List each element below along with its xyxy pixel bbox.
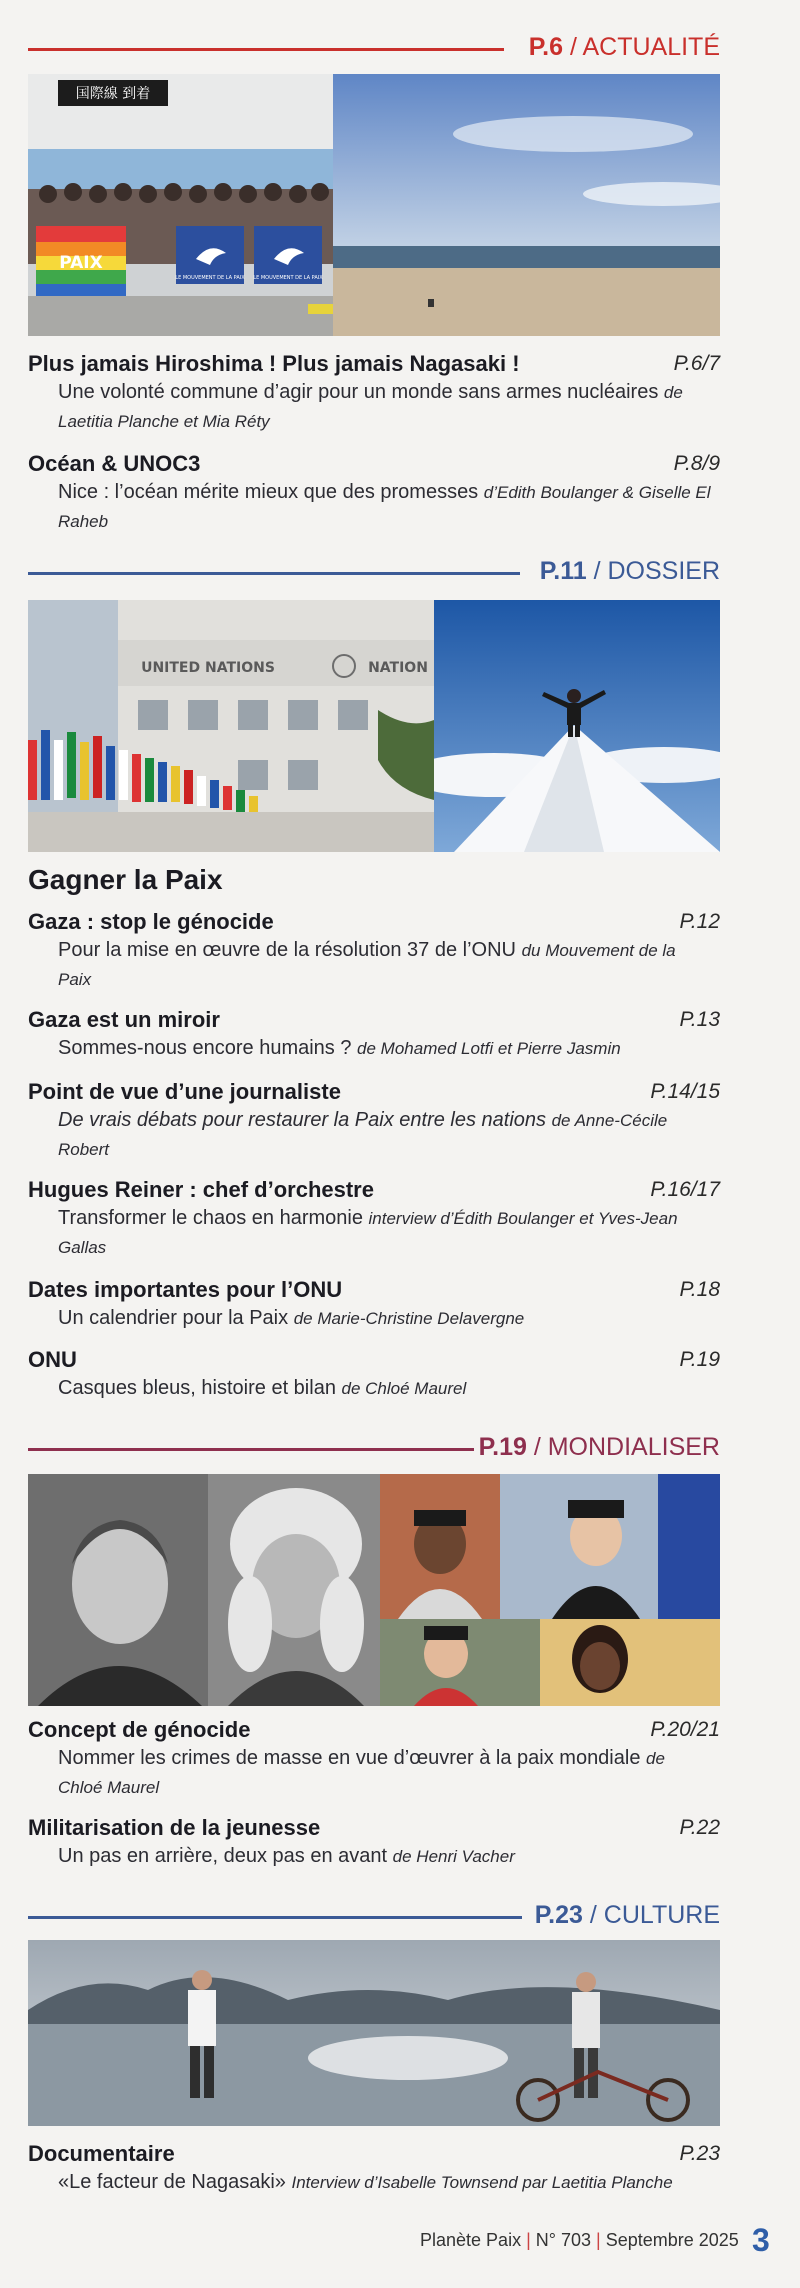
article-documentaire[interactable] [28,2140,720,2197]
article-title: Gaza : stop le génocide [28,909,274,934]
section-page: P.19 [478,1433,527,1461]
article-pages: P.8/9 [673,452,720,475]
article-gaza-miroir[interactable] [28,1006,720,1063]
author-credit: Interview d’Isabelle Townsend par Laetitia Planche [291,2173,673,2192]
article-desc [58,2168,720,2197]
desc-text: Transformer le chaos en harmonie [58,1207,363,1229]
section-label: P.19 / MONDIALISER [478,1433,720,1461]
article-title: ONU [28,1347,77,1372]
section-rule [28,572,520,575]
article-pages: P.20/21 [650,1718,720,1741]
issue-date: Septembre 2025 [605,2230,739,2250]
issue-number: N° 703 [535,2230,591,2250]
section-label: P.23 / CULTURE [534,1901,720,1929]
author-credit: de Chloé Maurel [341,1379,467,1398]
desc-text: Nommer les crimes de masse en vue d’œuvrer à la paix mondiale [58,1747,641,1769]
article-desc [58,1204,720,1262]
photo-collage-portraits [28,1474,720,1706]
article-dates-onu[interactable] [28,1276,720,1333]
photo-nagasaki-harbour [28,1940,720,2126]
un-sign-text-2: NATION [368,660,428,676]
article-desc [58,378,720,436]
article-genocide[interactable] [28,1716,720,1802]
article-title: Dates importantes pour l’ONU [28,1277,343,1302]
article-desc [58,936,720,994]
desc-text: Casques bleus, histoire et bilan [58,1377,336,1399]
article-pages: P.23 [679,2142,720,2165]
photo-united-nations-flags [28,600,434,852]
article-pages: P.16/17 [650,1178,720,1201]
terminal-sign-text: 国際線 到着 [75,86,151,102]
photo-beach-seascape [333,74,720,336]
section-name: CULTURE [603,1901,720,1929]
article-title: Hugues Reiner : chef d’orchestre [28,1177,374,1202]
article-desc [58,1106,720,1164]
author-credit: de Mohamed Lotfi et Pierre Jasmin [357,1039,621,1058]
article-desc [58,1744,720,1802]
article-title: Gaza est un miroir [28,1007,220,1032]
un-sign-text: UNITED NATIONS [141,660,275,676]
section-page: P.6 [528,33,563,61]
article-title: Point de vue d’une journaliste [28,1079,341,1104]
article-desc [58,1842,720,1871]
article-title: Documentaire [28,2141,175,2166]
desc-text: Un calendrier pour la Paix [58,1307,289,1329]
photo-conductor-mountain [434,600,720,852]
article-onu[interactable] [28,1346,720,1403]
section-label: P.6 / ACTUALITÉ [528,33,720,61]
desc-text: Nice : l’océan mérite mieux que des promesses [58,481,479,503]
section-rule [28,48,504,51]
section-header-dossier [28,556,720,586]
article-desc [58,478,720,536]
dossier-title: Gagner la Paix [28,864,223,895]
article-pages: P.18 [679,1278,720,1301]
author-credit: interview d’Édith Boulanger et Yves-Jean Gallas [58,1209,678,1257]
banner-text-left: LE MOUVEMENT DE LA PAIX [175,275,245,281]
paix-flag-text: PAIX [59,253,103,273]
section-name: DOSSIER [607,557,720,585]
author-credit: d’Edith Boulanger & Giselle El Raheb [58,483,711,531]
article-desc [58,1304,720,1333]
banner-text-right: LE MOUVEMENT DE LA PAIX [253,275,323,281]
desc-text: «Le facteur de Nagasaki» [58,2171,286,2193]
author-credit: de Laetitia Planche et Mia Réty [58,383,683,431]
page-number: 3 [752,2222,770,2258]
article-pages: P.13 [679,1008,720,1031]
article-pages: P.14/15 [650,1080,720,1103]
article-pages: P.6/7 [673,352,720,375]
section-name: ACTUALITÉ [582,33,720,61]
section-header-actualite [28,32,720,62]
desc-text: Sommes-nous encore humains ? [58,1037,352,1059]
article-journaliste[interactable] [28,1078,720,1164]
section-page: P.23 [534,1901,583,1929]
author-credit: de Henri Vacher [392,1847,515,1866]
photo-peace-activists-airport [28,74,333,336]
article-ocean[interactable] [28,450,720,536]
section-rule [28,1916,522,1919]
desc-text: Pour la mise en œuvre de la résolution 37 de l’ONU [58,939,516,961]
article-hiroshima[interactable] [28,350,720,436]
page-footer: Planète Paix | N° 703 | Septembre 2025 [420,2230,739,2250]
magazine-name: Planète Paix [420,2230,522,2250]
author-credit: de Anne-Cécile Robert [58,1111,668,1159]
section-label: P.11 / DOSSIER [539,557,720,585]
article-pages: P.12 [679,910,720,933]
article-title: Plus jamais Hiroshima ! Plus jamais Nagasaki ! [28,351,520,376]
article-pages: P.22 [679,1816,720,1839]
desc-text: De vrais débats pour restaurer la Paix entre les nations [58,1109,547,1131]
author-credit: de Chloé Maurel [58,1749,665,1797]
article-desc [58,1374,720,1403]
article-pages: P.19 [679,1348,720,1371]
article-gaza-stop[interactable] [28,908,720,994]
section-rule [28,1448,474,1451]
desc-text: Un pas en arrière, deux pas en avant [58,1845,388,1867]
section-header-culture [28,1900,720,1930]
article-title: Militarisation de la jeunesse [28,1815,321,1840]
desc-text: Une volonté commune d’agir pour un monde sans armes nucléaires [58,381,659,403]
article-desc [58,1034,720,1063]
article-militarisation[interactable] [28,1814,720,1871]
author-credit: de Marie-Christine Delavergne [293,1309,525,1328]
author-credit: du Mouvement de la Paix [58,941,676,989]
section-page: P.11 [539,557,587,585]
article-title: Concept de génocide [28,1717,251,1742]
section-header-mondialiser [28,1432,720,1462]
section-name: MONDIALISER [547,1433,720,1461]
article-title: Océan & UNOC3 [28,451,201,476]
article-hugues-reiner[interactable] [28,1176,720,1262]
